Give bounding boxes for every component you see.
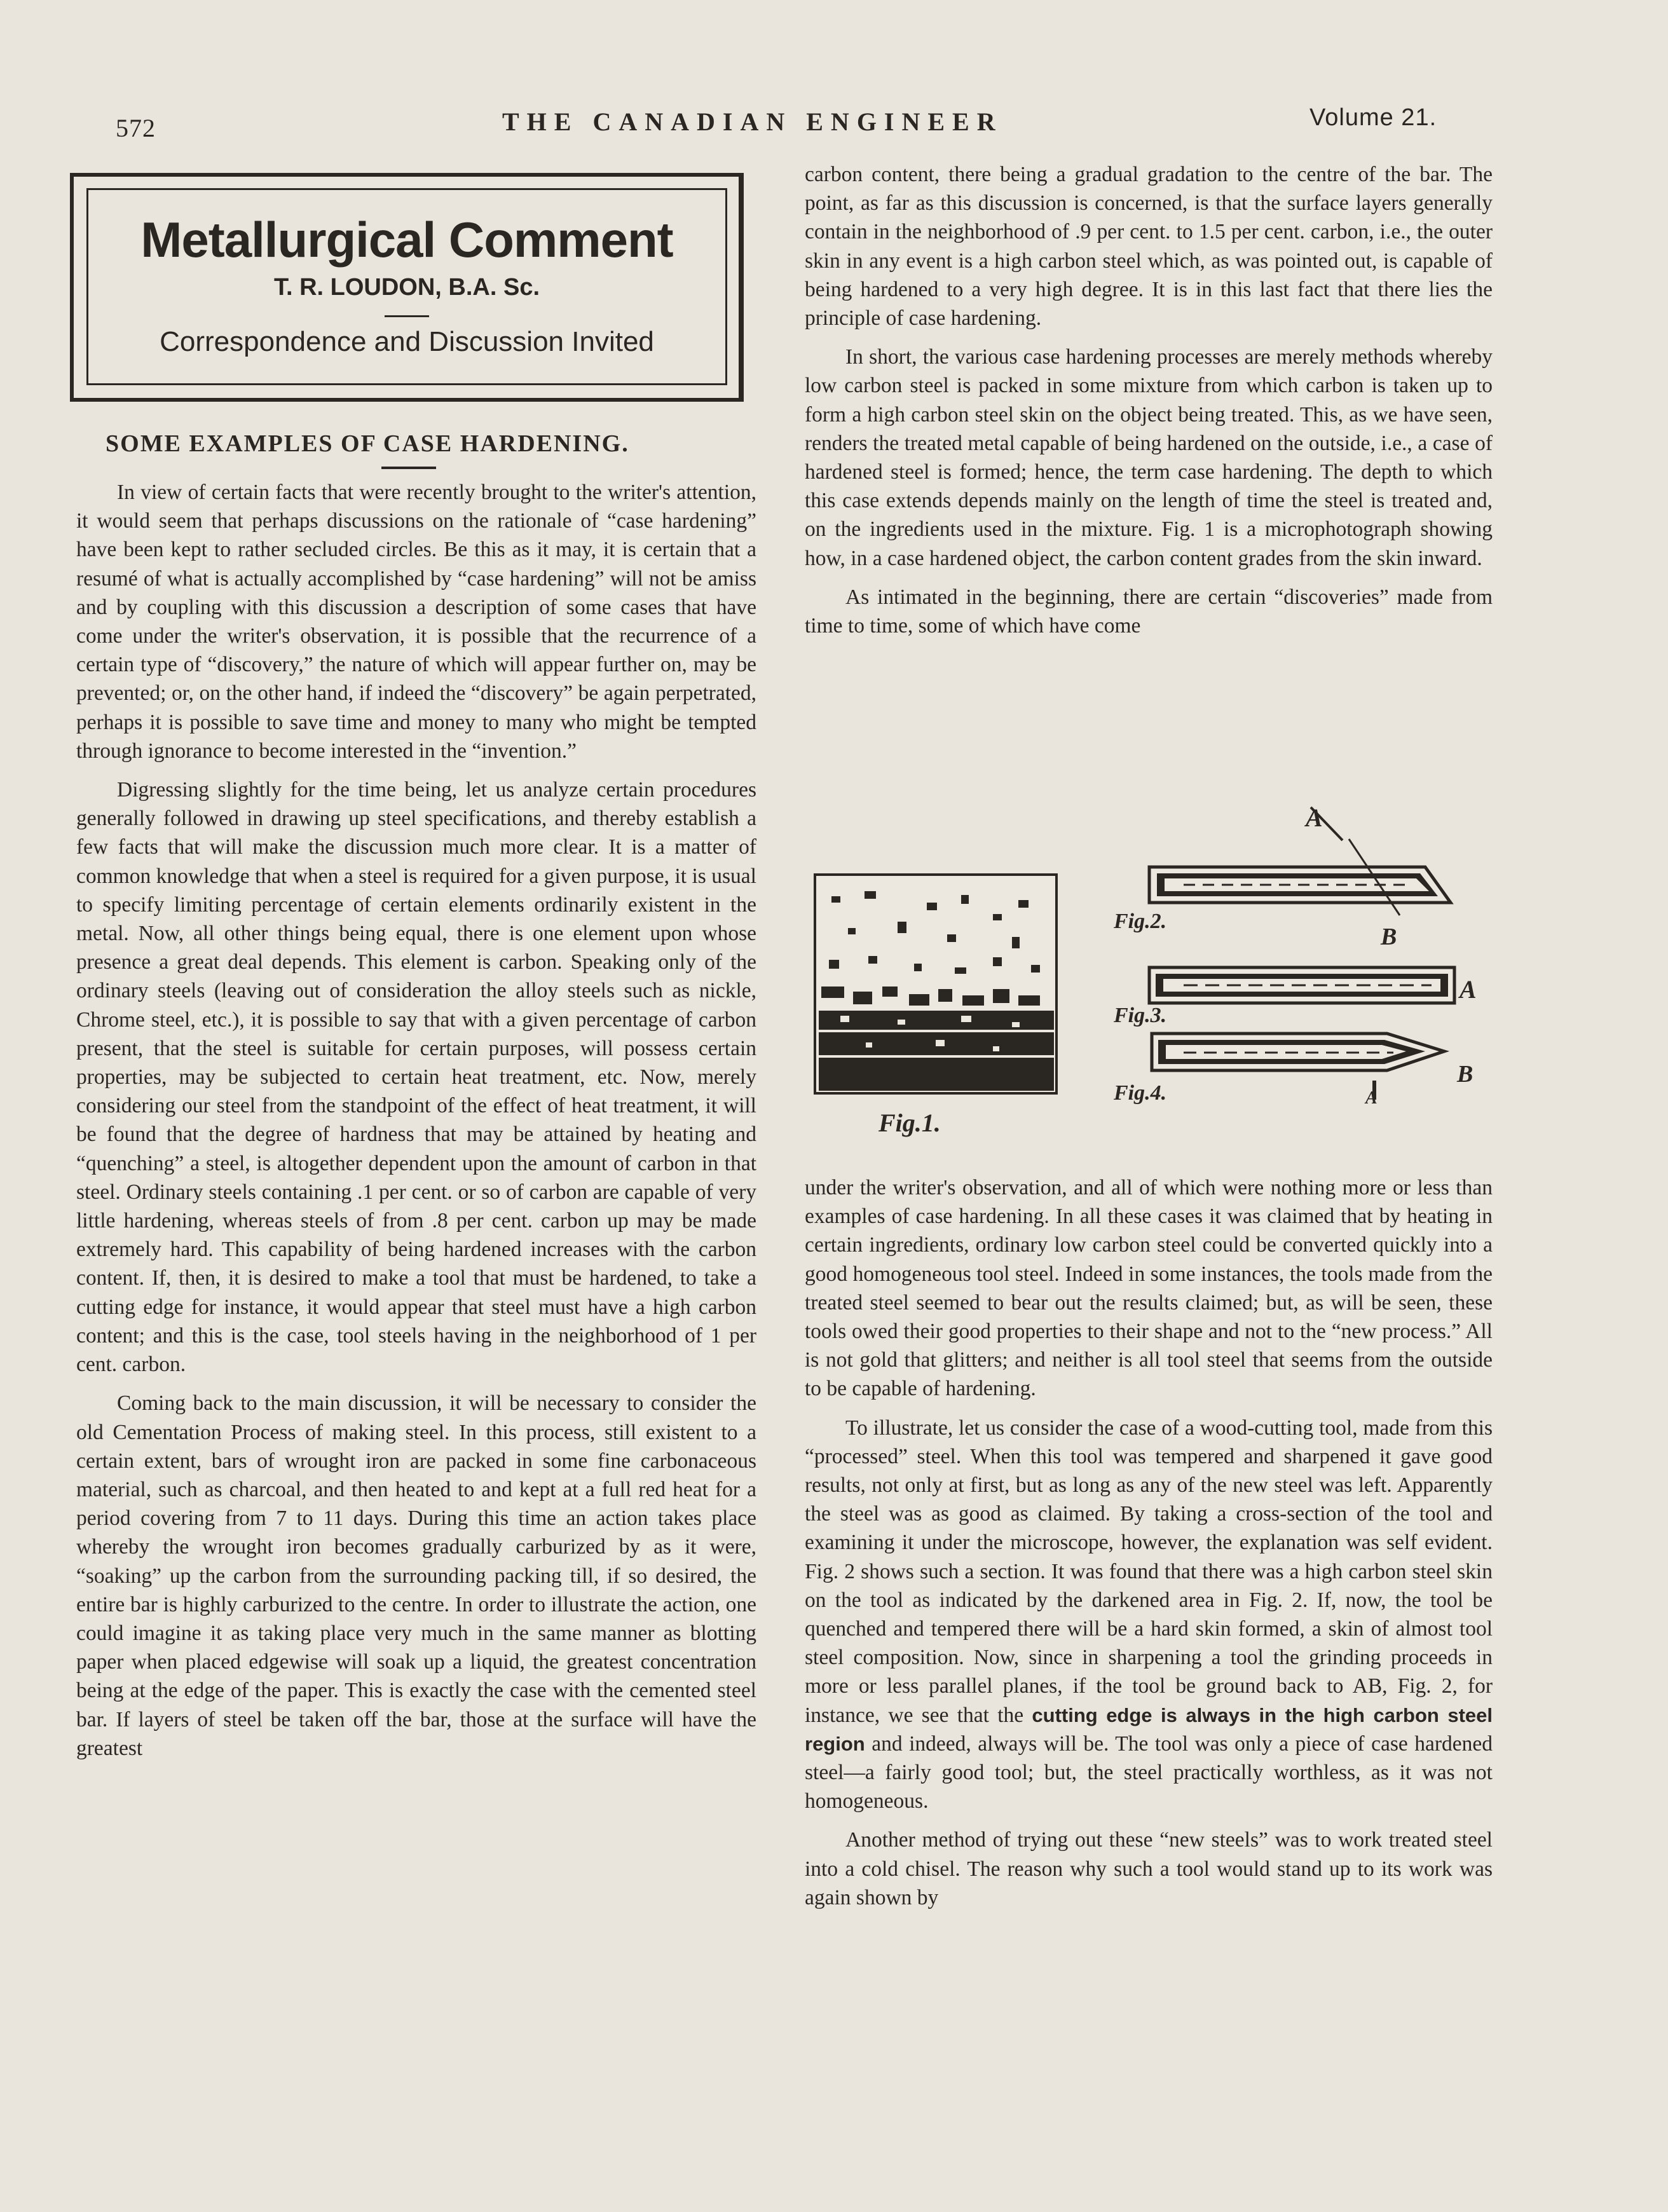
figures-block <box>802 801 1514 1157</box>
column-subtitle: Correspondence and Discussion Invited <box>160 326 654 357</box>
fig2-tool-section <box>1149 807 1451 915</box>
label-a-fig3: A <box>1460 975 1477 1004</box>
right-paragraph-5 <box>805 1414 1493 1816</box>
fig2-label: Fig.2. <box>1114 910 1167 933</box>
label-b-fig2: B <box>1381 924 1397 950</box>
figures-illustration <box>802 801 1514 1157</box>
left-paragraph-3: Coming back to the main discussion, it will be necessary to consider the old Cementation Process of making steel. In this process, still existent to a certain extent, bars of wrought iron are packed in some fine carbonaceous material, such as charcoal, and then heated to and kept at a full red heat for a period covering from 7 to 11 days. During this time an action takes place whereby the wrought iron becomes gradually carburized by as it were, “soaking” up the carbon from the surrounding packing till, if so desired, the entire bar is highly carburized to the centre. In order to illustrate the action, one could imagine it as taking place very much in the same manner as blotting paper when placed edgewise will soak up a liquid, the greatest concentration being at the edge of the paper. This is exactly the case with the cemented steel bar. If layers of steel be taken off the bar, those at the surface will have the greatest <box>76 1391 756 1760</box>
page-number: 572 <box>116 114 156 142</box>
right-column-top <box>805 160 1493 640</box>
paragraph-5-text-b: and indeed, always will be. The tool was only a piece of case hardened steel—a fairly good tool; but, the steel practically worthless, as it was not homogeneous. <box>805 1731 1493 1813</box>
paragraph-5-text-a: To illustrate, let us consider the case of a wood-cutting tool, made from this “processed” steel. When this tool was tempered and sharpened it gave good results, not only at first, but as long as any of the new steel was left. Apparently the steel was as good as claimed. By taking a cross-section of the tool and examining it under the microscope, however, the explanation was self evident. Fig. 2 shows such a section. It was found that there was a high carbon steel skin on the tool as indicated by the darkened area in Fig. 2. If, now, the tool be quenched and tempered there will be a hard skin formed, a skin of almost tool steel composition. Now, since in sharpening a tool the grinding proceeds in more or less parallel planes, if the tool be ground back to AB, Fig. 2, for instance, we see that the <box>805 1416 1493 1727</box>
fig3-bar-section <box>1149 967 1454 1003</box>
left-paragraph-1: In view of certain facts that were recently brought to the writer's attention, it would seem that perhaps discussions on the rationale of “case hardening” have been kept to rather secluded circles. Be this as it may, it is certain that a resumé of what is actually accomplished by “case hardening” will not be amiss and by coupling with this discussion a description of some cases that have come under the writer's observation, it is possible that the recurrence of a certain type of “discovery,” the nature of which will appear further on, may be prevented; or, on the other hand, if indeed the “discovery” be again perpetrated, perhaps it is possible to save time and money to many who might be tempted through ignorance to become interested in the “invention.” <box>76 481 756 763</box>
column-heading-box <box>70 173 744 402</box>
left-column <box>76 478 756 1763</box>
heading-rule <box>381 467 436 469</box>
fig1-label: Fig.1. <box>878 1109 941 1137</box>
right-column-bottom <box>805 1173 1493 1912</box>
label-b-fig4: B <box>1457 1061 1473 1088</box>
column-title: Metallurgical Comment <box>140 212 673 268</box>
column-author: T. R. LOUDON, B.A. Sc. <box>273 274 540 301</box>
right-paragraph-1: carbon content, there being a gradual gradation to the centre of the bar. The point, as far as this discussion is concerned, is that the surface layers generally contain in the neighborhood of .9 per cent. to 1.5 per cent. carbon, i.e., the outer skin in any event is a high carbon steel which, as was pointed out, is capable of being hardened to a very high degree. It is in this last fact that there lies the principle of case hardening. <box>805 163 1493 331</box>
emphasis-cutting-edge: cutting edge is always in the high carbon steel region <box>805 1703 1493 1755</box>
right-paragraph-3: As intimated in the beginning, there are certain “discoveries” made from time to time, some of which have come <box>805 585 1493 638</box>
article-heading: SOME EXAMPLES OF CASE HARDENING. <box>106 430 629 457</box>
column-heading-inner-frame <box>86 188 727 385</box>
left-paragraph-2: Digressing slightly for the time being, let us analyze certain procedures generally followed in drawing up steel specifications, and thereby establish a few facts that will make the discussion much more clear. It is a matter of common knowledge that when a steel is required for a given purpose, it is usual to specify limiting percentage of certain elements ordinarily existent in the metal. Now, all other things being equal, there is one element upon whose presence a great deal depends. This element is carbon. Speaking only of the ordinary steels (leaving out of consideration the alloy steels such as nickle, Chrome steel, etc.), it is possible to say that with a given percentage of carbon present, that the steel is suitable for certain purposes, will possess certain properties, may be subjected to certain heat treatment, etc. Now, merely considering our steel from the standpoint of the effect of heat treatment, it will be found that the degree of hardness that may be attained by heating and “quenching” a steel, is altogether dependent upon the amount of carbon in that steel. Ordinary steels containing .1 per cent. or so of carbon are capable of very little hardening, whereas steels of from .8 per cent. carbon up may be made extremely hard. This capability of being hardened increases with the carbon content. If, then, it is desired to make a tool that must be hardened, to take a cutting edge for instance, it would appear that steel must have a high carbon content; and this is the case, tool steels having in the neighborhood of 1 per cent. carbon. <box>76 778 756 1377</box>
fig1-micrograph <box>815 875 1056 1093</box>
volume-label: Volume 21. <box>1309 104 1437 131</box>
fig3-label: Fig.3. <box>1114 1004 1167 1027</box>
fig4-pointed-bar <box>1152 1034 1444 1100</box>
column-divider <box>385 315 429 317</box>
journal-title: THE CANADIAN ENGINEER <box>502 107 1003 136</box>
label-a-top: A <box>1306 803 1323 832</box>
right-paragraph-2: In short, the various case hardening processes are merely methods whereby low carbon steel is packed in some mixture from which carbon is taken up to form a high carbon steel skin on the object being treated. This, as we have seen, renders the treated metal capable of being hardened on the outside, i.e., a case of hardened steel is formed; hence, the term case hardening. The depth to which this case extends depends mainly on the length of time the steel is treated and, on the ingredients used in the mixture. Fig. 1 is a microphotograph showing how, in a case hardened object, the carbon content grades from the skin inward. <box>805 345 1493 570</box>
right-paragraph-4: under the writer's observation, and all of which were nothing more or less than examples of case hardening. In all these cases it was claimed that by heating in certain ingredients, ordinary low carbon steel could be converted quickly into a good homogeneous tool steel. Indeed in some instances, the tools made from the treated steel seemed to bear out the results claimed; but, as will be seen, these tools owed their good properties to their shape and not to the “new process.” All is not gold that glitters; and neither is all tool steel that seems from the outside to be capable of hardening. <box>805 1176 1493 1401</box>
fig4-label: Fig.4. <box>1114 1081 1167 1105</box>
right-paragraph-6: Another method of trying out these “new steels” was to work treated steel into a cold chisel. The reason why such a tool would stand up to its work was again shown by <box>805 1828 1493 1909</box>
label-a-fig4: A <box>1365 1088 1377 1108</box>
